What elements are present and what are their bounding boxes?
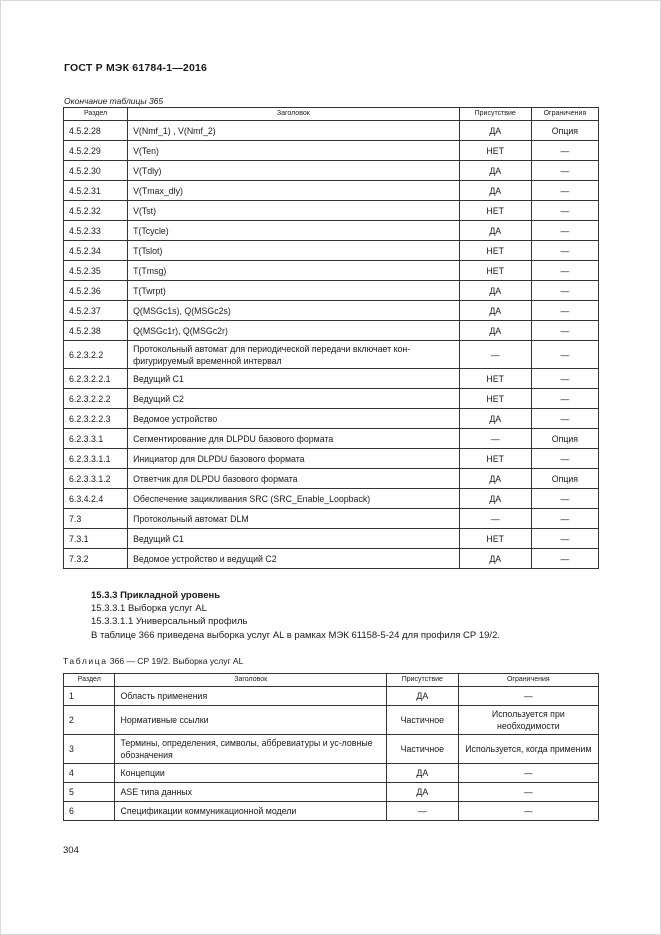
table-cell: 4.5.2.28 [64,121,128,141]
table-cell: ASE типа данных [115,783,387,802]
table-row [64,369,599,389]
table-cell: — [531,201,598,221]
table-cell: — [459,509,531,529]
table-cell: 6.2.3.2.2.1 [64,369,128,389]
table-cell: 4.5.2.33 [64,221,128,241]
table-cell: 4.5.2.32 [64,201,128,221]
table-row [64,764,599,783]
table-cell: V(Tmax_dly) [128,181,460,201]
column-header: Ограничения [531,108,598,121]
table-cell: — [458,764,598,783]
table-366-caption [63,656,243,666]
table-cell: — [531,321,598,341]
table-cell: 4.5.2.38 [64,321,128,341]
table-cell: 6 [64,802,115,821]
table-cell: ДА [459,549,531,569]
table-row [64,141,599,161]
table-cell: Используется при необходимости [458,706,598,735]
table-cell: ДА [459,321,531,341]
table-cell: ДА [459,181,531,201]
table-cell: Инициатор для DLPDU базового формата [128,449,460,469]
column-header: Присутствие [459,108,531,121]
table-row [64,509,599,529]
table-cell: — [531,281,598,301]
table-cell: Термины, определения, символы, аббревиатуры и ус-ловные обозначения [115,735,387,764]
table-cell: Нормативные ссылки [115,706,387,735]
table-cell: ДА [459,489,531,509]
table-cell: V(Nmf_1) , V(Nmf_2) [128,121,460,141]
table-cell: Используется, когда применим [458,735,598,764]
table-cell: Q(MSGc1r), Q(MSGc2r) [128,321,460,341]
table-cell: 1 [64,687,115,706]
table-cell: T(Twrpt) [128,281,460,301]
table-row [64,802,599,821]
table-row [64,261,599,281]
table-cell: ДА [459,121,531,141]
table-cell: — [531,301,598,321]
table-cell: Ведомое устройство и ведущий С2 [128,549,460,569]
table-row [64,449,599,469]
table-cell: ДА [459,281,531,301]
table-365 [63,107,599,569]
table-cell: 7.3.1 [64,529,128,549]
table-row [64,735,599,764]
table-cell: — [531,369,598,389]
table-row [64,389,599,409]
table-cell: Ведущий С1 [128,369,460,389]
page-number: 304 [63,845,79,856]
table-cell: V(Tdly) [128,161,460,181]
table-cell: — [459,429,531,449]
table-row [64,341,599,369]
table-cell: НЕТ [459,201,531,221]
table-cell: НЕТ [459,449,531,469]
table-cell: Опция [531,469,598,489]
table-cell: Концепции [115,764,387,783]
table-cell: Ведомое устройство [128,409,460,429]
subsection-heading: 15.3.3.1 Выборка услуг AL [91,603,207,614]
table-cell: 6.2.3.3.1.2 [64,469,128,489]
table-cell: — [458,783,598,802]
table-cell: — [531,389,598,409]
table-cell: Q(MSGc1s), Q(MSGc2s) [128,301,460,321]
table-cell: 6.2.3.2.2 [64,341,128,369]
table-cell: Ответчик для DLPDU базового формата [128,469,460,489]
table-cell: 6.3.4.2.4 [64,489,128,509]
table-cell: Область применения [115,687,387,706]
table-cell: Опция [531,429,598,449]
table-cell: ДА [459,409,531,429]
body-paragraph: В таблице 366 приведена выборка услуг AL в рамках МЭК 61158-5-24 для профиля СР 19/2. [91,630,500,641]
table-cell: — [531,509,598,529]
table-row [64,549,599,569]
table-cell: 6.2.3.2.2.2 [64,389,128,409]
table-cell: — [531,529,598,549]
table-row [64,121,599,141]
table-row [64,529,599,549]
table-365-caption: Окончание таблицы 365 [64,96,164,106]
table-cell: 2 [64,706,115,735]
table-cell: — [531,449,598,469]
column-header: Присутствие [387,674,459,687]
table-cell: НЕТ [459,241,531,261]
table-row [64,687,599,706]
section-title: Прикладной уровень [120,590,221,601]
subsubsection-heading: 15.3.3.1.1 Универсальный профиль [91,616,248,627]
table-cell: Спецификации коммуникационной модели [115,802,387,821]
table-cell: 5 [64,783,115,802]
table-cell: — [531,141,598,161]
table-cell: — [459,341,531,369]
table-cell: V(Ten) [128,141,460,161]
table-cell: 6.2.3.3.1.1 [64,449,128,469]
table-cell: 7.3.2 [64,549,128,569]
table-row [64,301,599,321]
table-cell: — [531,221,598,241]
table-cell: 7.3 [64,509,128,529]
table-header-row [64,674,599,687]
table-row [64,409,599,429]
column-header: Заголовок [128,108,460,121]
table-cell: 4 [64,764,115,783]
table-cell: 6.2.3.3.1 [64,429,128,449]
table-row [64,241,599,261]
table-cell: — [458,687,598,706]
table-cell: — [458,802,598,821]
table-cell: 4.5.2.30 [64,161,128,181]
table-row [64,706,599,735]
table-cell: Протокольный автомат для периодической передачи включает кон-фигурируемый временной интервал [128,341,460,369]
table-cell: T(Tmsg) [128,261,460,281]
table-cell: 4.5.2.35 [64,261,128,281]
table-cell: 6.2.3.2.2.3 [64,409,128,429]
table-cell: ДА [387,764,459,783]
column-header: Ограничения [458,674,598,687]
table-row [64,489,599,509]
table-cell: 4.5.2.29 [64,141,128,161]
table-cell: ДА [459,221,531,241]
table-cell: НЕТ [459,529,531,549]
table-cell: Обеспечение зацикливания SRC (SRC_Enable_Loopback) [128,489,460,509]
column-header: Раздел [64,674,115,687]
table-366 [63,673,599,821]
table-row [64,321,599,341]
column-header: Раздел [64,108,128,121]
document-header: ГОСТ Р МЭК 61784-1—2016 [64,62,208,74]
table-cell: ДА [459,469,531,489]
table-cell: 3 [64,735,115,764]
table-cell: T(Tcycle) [128,221,460,241]
table-row [64,201,599,221]
table-cell: — [531,181,598,201]
table-cell: ДА [459,301,531,321]
table-row [64,469,599,489]
table-row [64,783,599,802]
table-cell: ДА [387,783,459,802]
table-cell: Ведущий С1 [128,529,460,549]
table-cell: — [387,802,459,821]
table-cell: НЕТ [459,389,531,409]
table-cell: — [531,549,598,569]
table-cell: — [531,341,598,369]
table-cell: ДА [459,161,531,181]
caption-text: 366 — СР 19/2. Выборка услуг AL [109,656,244,666]
table-cell: — [531,261,598,281]
table-cell: НЕТ [459,369,531,389]
table-cell: — [531,409,598,429]
table-cell: Ведущий С2 [128,389,460,409]
table-cell: — [531,241,598,261]
table-cell: Протокольный автомат DLM [128,509,460,529]
table-cell: Частичное [387,735,459,764]
table-cell: Частичное [387,706,459,735]
table-header-row [64,108,599,121]
table-cell: — [531,161,598,181]
table-cell: 4.5.2.34 [64,241,128,261]
table-cell: НЕТ [459,261,531,281]
section-heading [91,590,220,602]
caption-prefix: Таблица [63,656,108,666]
table-cell: — [531,489,598,509]
table-cell: Сегментирование для DLPDU базового формата [128,429,460,449]
table-row [64,429,599,449]
table-row [64,221,599,241]
table-cell: 4.5.2.31 [64,181,128,201]
table-cell: V(Tst) [128,201,460,221]
table-cell: 4.5.2.37 [64,301,128,321]
table-cell: НЕТ [459,141,531,161]
table-row [64,161,599,181]
table-row [64,181,599,201]
table-row [64,281,599,301]
table-cell: ДА [387,687,459,706]
column-header: Заголовок [115,674,387,687]
table-cell: Опция [531,121,598,141]
table-cell: 4.5.2.36 [64,281,128,301]
section-number: 15.3.3 [91,590,118,601]
table-cell: T(Tslot) [128,241,460,261]
